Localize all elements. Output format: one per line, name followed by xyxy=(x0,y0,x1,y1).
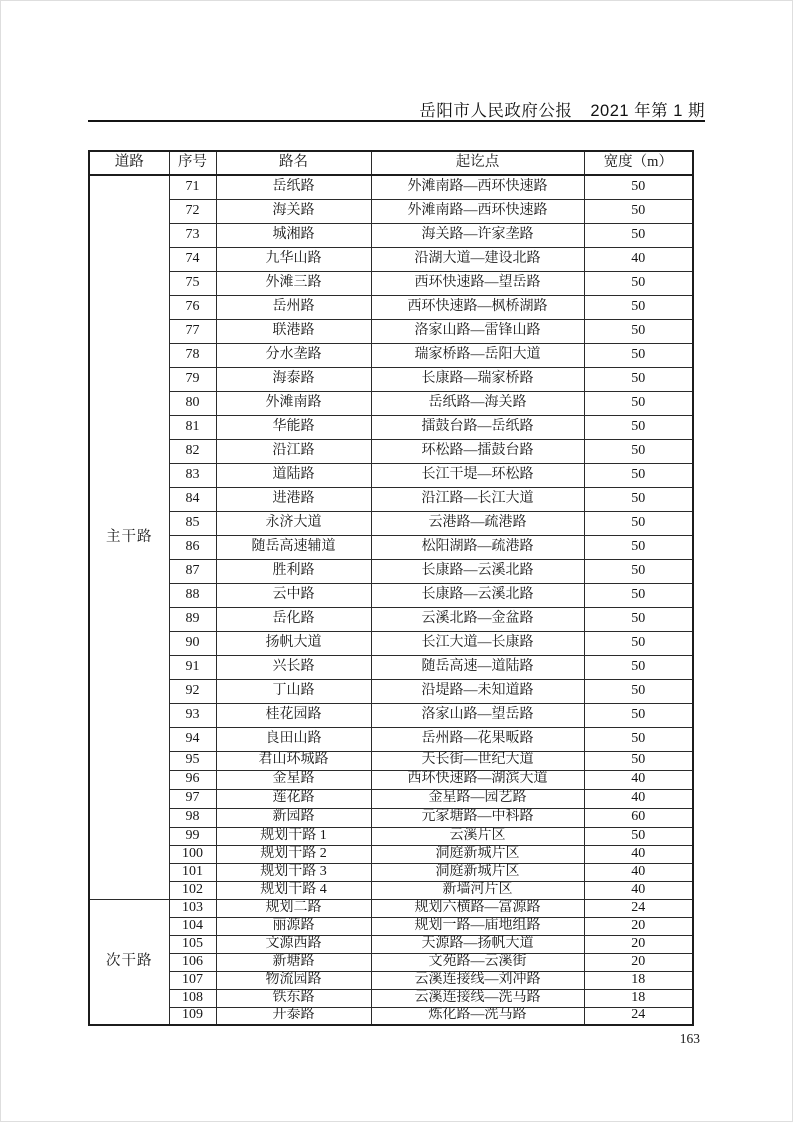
road-table-body xyxy=(89,175,693,1025)
road-name-cell: 外滩南路 xyxy=(216,391,371,415)
width-cell: 40 xyxy=(584,789,693,808)
seq-cell: 74 xyxy=(169,247,216,271)
seq-cell: 100 xyxy=(169,845,216,863)
width-cell: 20 xyxy=(584,917,693,935)
seq-cell: 104 xyxy=(169,917,216,935)
seq-cell: 77 xyxy=(169,319,216,343)
table-row xyxy=(89,789,693,808)
road-name-cell: 进港路 xyxy=(216,487,371,511)
road-name-cell: 随岳高速辅道 xyxy=(216,535,371,559)
endpoints-cell: 长康路—云溪北路 xyxy=(371,559,584,583)
seq-cell: 83 xyxy=(169,463,216,487)
road-name-cell: 胜利路 xyxy=(216,559,371,583)
table-row xyxy=(89,1007,693,1025)
seq-cell: 84 xyxy=(169,487,216,511)
seq-cell: 96 xyxy=(169,770,216,789)
seq-cell: 107 xyxy=(169,971,216,989)
width-cell: 50 xyxy=(584,655,693,679)
endpoints-cell: 松阳湖路—疏港路 xyxy=(371,535,584,559)
road-name-cell: 海关路 xyxy=(216,199,371,223)
road-name-cell: 海泰路 xyxy=(216,367,371,391)
width-cell: 50 xyxy=(584,679,693,703)
seq-cell: 81 xyxy=(169,415,216,439)
width-cell: 50 xyxy=(584,391,693,415)
seq-cell: 87 xyxy=(169,559,216,583)
road-name-cell: 沿江路 xyxy=(216,439,371,463)
endpoints-cell: 元家塘路—中科路 xyxy=(371,808,584,827)
seq-cell: 97 xyxy=(169,789,216,808)
col-header-endpoints: 起讫点 xyxy=(371,151,584,175)
table-row xyxy=(89,391,693,415)
endpoints-cell: 新墙河片区 xyxy=(371,881,584,899)
width-cell: 50 xyxy=(584,271,693,295)
road-name-cell: 规划干路 3 xyxy=(216,863,371,881)
road-name-cell: 分水垄路 xyxy=(216,343,371,367)
road-name-cell: 开泰路 xyxy=(216,1007,371,1025)
seq-cell: 102 xyxy=(169,881,216,899)
seq-cell: 95 xyxy=(169,751,216,770)
width-cell: 50 xyxy=(584,487,693,511)
table-row xyxy=(89,703,693,727)
seq-cell: 93 xyxy=(169,703,216,727)
road-name-cell: 丽源路 xyxy=(216,917,371,935)
table-row xyxy=(89,827,693,845)
seq-cell: 76 xyxy=(169,295,216,319)
table-row xyxy=(89,845,693,863)
table-row xyxy=(89,808,693,827)
endpoints-cell: 海关路—许家垄路 xyxy=(371,223,584,247)
road-table-header-row xyxy=(89,151,693,175)
width-cell: 40 xyxy=(584,881,693,899)
table-row xyxy=(89,770,693,789)
endpoints-cell: 长江大道—长康路 xyxy=(371,631,584,655)
seq-cell: 108 xyxy=(169,989,216,1007)
road-name-cell: 永济大道 xyxy=(216,511,371,535)
table-row xyxy=(89,899,693,917)
road-name-cell: 岳州路 xyxy=(216,295,371,319)
seq-cell: 99 xyxy=(169,827,216,845)
seq-cell: 73 xyxy=(169,223,216,247)
road-name-cell: 外滩三路 xyxy=(216,271,371,295)
endpoints-cell: 沿江路—长江大道 xyxy=(371,487,584,511)
endpoints-cell: 云溪片区 xyxy=(371,827,584,845)
seq-cell: 78 xyxy=(169,343,216,367)
endpoints-cell: 西环快速路—湖滨大道 xyxy=(371,770,584,789)
endpoints-cell: 天长街—世纪大道 xyxy=(371,751,584,770)
table-row xyxy=(89,535,693,559)
width-cell: 20 xyxy=(584,935,693,953)
table-row xyxy=(89,487,693,511)
road-name-cell: 兴长路 xyxy=(216,655,371,679)
table-row xyxy=(89,935,693,953)
road-name-cell: 规划干路 1 xyxy=(216,827,371,845)
seq-cell: 79 xyxy=(169,367,216,391)
table-row xyxy=(89,559,693,583)
road-name-cell: 君山环城路 xyxy=(216,751,371,770)
page-number: 163 xyxy=(679,1031,700,1046)
width-cell: 50 xyxy=(584,439,693,463)
table-row xyxy=(89,199,693,223)
seq-cell: 88 xyxy=(169,583,216,607)
width-cell: 24 xyxy=(584,899,693,917)
width-cell: 40 xyxy=(584,845,693,863)
endpoints-cell: 炼化路—洗马路 xyxy=(371,1007,584,1025)
endpoints-cell: 长康路—瑞家桥路 xyxy=(371,367,584,391)
road-name-cell: 丁山路 xyxy=(216,679,371,703)
running-head xyxy=(419,97,705,121)
table-row xyxy=(89,343,693,367)
table-row xyxy=(89,679,693,703)
seq-cell: 91 xyxy=(169,655,216,679)
endpoints-cell: 文苑路—云溪街 xyxy=(371,953,584,971)
table-row xyxy=(89,295,693,319)
table-row xyxy=(89,953,693,971)
endpoints-cell: 金星路—园艺路 xyxy=(371,789,584,808)
road-name-cell: 城湘路 xyxy=(216,223,371,247)
table-row xyxy=(89,367,693,391)
width-cell: 50 xyxy=(584,319,693,343)
road-name-cell: 九华山路 xyxy=(216,247,371,271)
table-row xyxy=(89,319,693,343)
width-cell: 40 xyxy=(584,863,693,881)
seq-cell: 101 xyxy=(169,863,216,881)
road-name-cell: 云中路 xyxy=(216,583,371,607)
seq-cell: 71 xyxy=(169,175,216,199)
endpoints-cell: 云溪北路—金盆路 xyxy=(371,607,584,631)
endpoints-cell: 擂鼓台路—岳纸路 xyxy=(371,415,584,439)
width-cell: 24 xyxy=(584,1007,693,1025)
width-cell: 50 xyxy=(584,175,693,199)
seq-cell: 90 xyxy=(169,631,216,655)
endpoints-cell: 云溪连接线—刘冲路 xyxy=(371,971,584,989)
table-row xyxy=(89,655,693,679)
endpoints-cell: 规划六横路—富源路 xyxy=(371,899,584,917)
table-row xyxy=(89,175,693,199)
road-name-cell: 规划干路 2 xyxy=(216,845,371,863)
endpoints-cell: 长康路—云溪北路 xyxy=(371,583,584,607)
width-cell: 50 xyxy=(584,583,693,607)
width-cell: 18 xyxy=(584,971,693,989)
road-name-cell: 岳化路 xyxy=(216,607,371,631)
seq-cell: 109 xyxy=(169,1007,216,1025)
width-cell: 50 xyxy=(584,703,693,727)
table-row xyxy=(89,271,693,295)
width-cell: 50 xyxy=(584,367,693,391)
seq-cell: 89 xyxy=(169,607,216,631)
width-cell: 50 xyxy=(584,223,693,247)
width-cell: 50 xyxy=(584,415,693,439)
seq-cell: 80 xyxy=(169,391,216,415)
col-header-seq: 序号 xyxy=(169,151,216,175)
seq-cell: 106 xyxy=(169,953,216,971)
width-cell: 50 xyxy=(584,511,693,535)
table-row xyxy=(89,247,693,271)
header-rule xyxy=(88,120,705,122)
width-cell: 50 xyxy=(584,199,693,223)
width-cell: 40 xyxy=(584,770,693,789)
table-row xyxy=(89,751,693,770)
width-cell: 50 xyxy=(584,827,693,845)
col-header-width: 宽度（m） xyxy=(584,151,693,175)
road-name-cell: 桂花园路 xyxy=(216,703,371,727)
seq-cell: 94 xyxy=(169,727,216,751)
table-row xyxy=(89,415,693,439)
seq-cell: 103 xyxy=(169,899,216,917)
width-cell: 50 xyxy=(584,295,693,319)
road-table xyxy=(88,150,694,1026)
endpoints-cell: 岳纸路—海关路 xyxy=(371,391,584,415)
width-cell: 50 xyxy=(584,343,693,367)
col-header-road-type: 道路 xyxy=(89,151,169,175)
table-row xyxy=(89,727,693,751)
road-name-cell: 规划二路 xyxy=(216,899,371,917)
seq-cell: 86 xyxy=(169,535,216,559)
table-row xyxy=(89,971,693,989)
road-name-cell: 岳纸路 xyxy=(216,175,371,199)
width-cell: 50 xyxy=(584,535,693,559)
road-name-cell: 规划干路 4 xyxy=(216,881,371,899)
endpoints-cell: 云港路—疏港路 xyxy=(371,511,584,535)
col-header-road-name: 路名 xyxy=(216,151,371,175)
endpoints-cell: 天源路—扬帆大道 xyxy=(371,935,584,953)
seq-cell: 92 xyxy=(169,679,216,703)
endpoints-cell: 西环快速路—望岳路 xyxy=(371,271,584,295)
issue-label: 2021 年第 1 期 xyxy=(590,102,705,120)
width-cell: 60 xyxy=(584,808,693,827)
road-name-cell: 铁东路 xyxy=(216,989,371,1007)
endpoints-cell: 洞庭新城片区 xyxy=(371,845,584,863)
road-type-cell: 主干路 xyxy=(89,175,169,899)
endpoints-cell: 沿堤路—未知道路 xyxy=(371,679,584,703)
seq-cell: 105 xyxy=(169,935,216,953)
endpoints-cell: 长江干堤—环松路 xyxy=(371,463,584,487)
endpoints-cell: 洛家山路—望岳路 xyxy=(371,703,584,727)
road-name-cell: 金星路 xyxy=(216,770,371,789)
endpoints-cell: 洛家山路—雷锋山路 xyxy=(371,319,584,343)
endpoints-cell: 随岳高速—道陆路 xyxy=(371,655,584,679)
road-name-cell: 新塘路 xyxy=(216,953,371,971)
width-cell: 50 xyxy=(584,559,693,583)
seq-cell: 85 xyxy=(169,511,216,535)
width-cell: 50 xyxy=(584,631,693,655)
width-cell: 20 xyxy=(584,953,693,971)
endpoints-cell: 规划一路—庙地组路 xyxy=(371,917,584,935)
road-name-cell: 物流园路 xyxy=(216,971,371,989)
endpoints-cell: 环松路—擂鼓台路 xyxy=(371,439,584,463)
endpoints-cell: 沿湖大道—建设北路 xyxy=(371,247,584,271)
road-name-cell: 莲花路 xyxy=(216,789,371,808)
table-row xyxy=(89,439,693,463)
endpoints-cell: 西环快速路—枫桥湖路 xyxy=(371,295,584,319)
endpoints-cell: 瑞家桥路—岳阳大道 xyxy=(371,343,584,367)
road-name-cell: 华能路 xyxy=(216,415,371,439)
width-cell: 18 xyxy=(584,989,693,1007)
width-cell: 50 xyxy=(584,751,693,770)
table-row xyxy=(89,223,693,247)
road-name-cell: 道陆路 xyxy=(216,463,371,487)
width-cell: 50 xyxy=(584,727,693,751)
table-row xyxy=(89,881,693,899)
seq-cell: 75 xyxy=(169,271,216,295)
road-name-cell: 新园路 xyxy=(216,808,371,827)
seq-cell: 72 xyxy=(169,199,216,223)
road-name-cell: 文源西路 xyxy=(216,935,371,953)
road-name-cell: 扬帆大道 xyxy=(216,631,371,655)
endpoints-cell: 外滩南路—西环快速路 xyxy=(371,175,584,199)
table-row xyxy=(89,511,693,535)
table-row xyxy=(89,631,693,655)
width-cell: 50 xyxy=(584,463,693,487)
endpoints-cell: 岳州路—花果畈路 xyxy=(371,727,584,751)
table-row xyxy=(89,607,693,631)
table-row xyxy=(89,989,693,1007)
width-cell: 50 xyxy=(584,607,693,631)
seq-cell: 82 xyxy=(169,439,216,463)
endpoints-cell: 外滩南路—西环快速路 xyxy=(371,199,584,223)
endpoints-cell: 云溪连接线—洗马路 xyxy=(371,989,584,1007)
table-row xyxy=(89,583,693,607)
table-row xyxy=(89,917,693,935)
road-type-cell: 次干路 xyxy=(89,899,169,1025)
table-row xyxy=(89,463,693,487)
width-cell: 40 xyxy=(584,247,693,271)
road-name-cell: 良田山路 xyxy=(216,727,371,751)
table-row xyxy=(89,863,693,881)
road-name-cell: 联港路 xyxy=(216,319,371,343)
endpoints-cell: 洞庭新城片区 xyxy=(371,863,584,881)
seq-cell: 98 xyxy=(169,808,216,827)
gazette-title: 岳阳市人民政府公报 xyxy=(419,102,573,120)
